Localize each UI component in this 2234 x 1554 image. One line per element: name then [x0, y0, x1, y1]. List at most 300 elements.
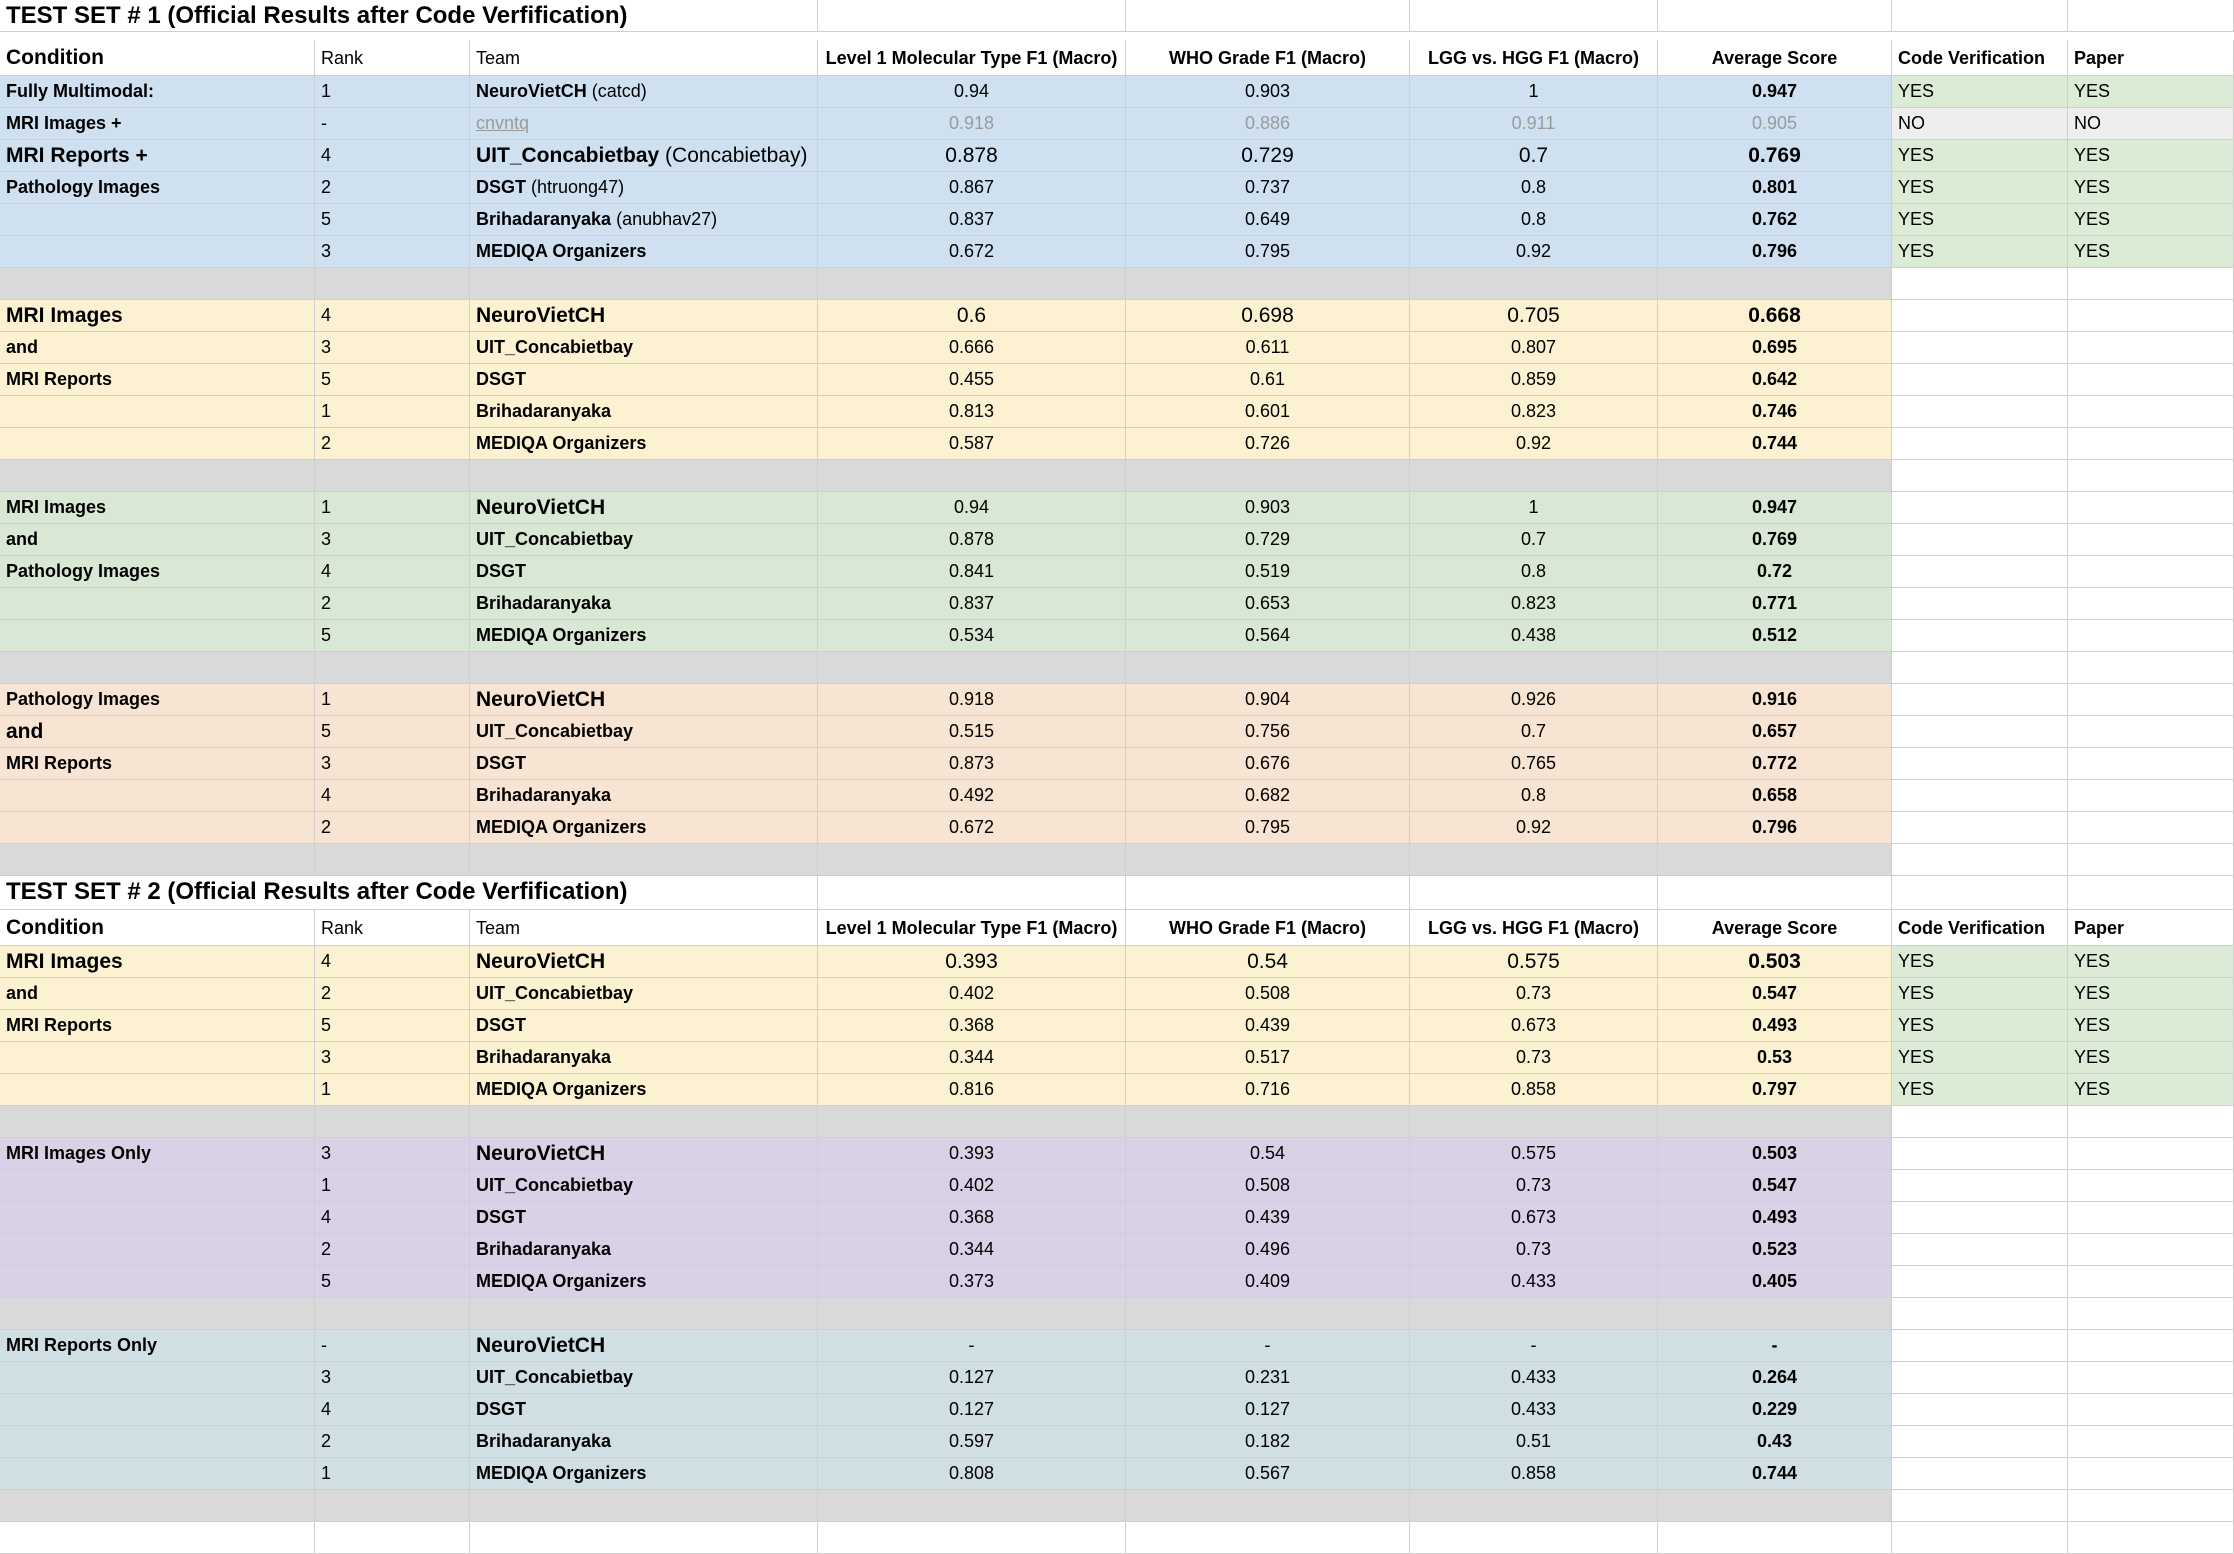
who-grade-cell[interactable]: 0.795 [1126, 812, 1410, 844]
paper-cell[interactable]: YES [2068, 1042, 2234, 1074]
condition-cell[interactable] [0, 1266, 315, 1298]
paper-cell[interactable] [2068, 716, 2234, 748]
average-score-cell[interactable]: 0.658 [1658, 780, 1892, 812]
team-cell[interactable] [470, 524, 818, 556]
lgg-hgg-cell[interactable]: 0.765 [1410, 748, 1658, 780]
level1-cell[interactable]: 0.666 [818, 332, 1126, 364]
empty-cell[interactable] [2068, 844, 2234, 876]
empty-cell[interactable] [1658, 1490, 1892, 1522]
paper-cell[interactable]: YES [2068, 1074, 2234, 1106]
empty-cell[interactable] [2068, 0, 2234, 32]
empty-cell[interactable] [1892, 844, 2068, 876]
condition-cell[interactable] [0, 1362, 315, 1394]
who-grade-cell[interactable]: 0.439 [1126, 1010, 1410, 1042]
empty-cell[interactable] [818, 268, 1126, 300]
average-score-cell[interactable]: 0.642 [1658, 364, 1892, 396]
rank-cell[interactable]: 3 [315, 524, 470, 556]
empty-cell[interactable] [1126, 0, 1410, 32]
average-score-cell[interactable]: 0.746 [1658, 396, 1892, 428]
code-verification-cell[interactable] [1892, 1170, 2068, 1202]
paper-cell[interactable]: YES [2068, 236, 2234, 268]
team-cell[interactable] [470, 588, 818, 620]
team-cell[interactable] [470, 332, 818, 364]
team-cell[interactable] [470, 1266, 818, 1298]
empty-cell[interactable] [1658, 844, 1892, 876]
paper-cell[interactable] [2068, 396, 2234, 428]
empty-cell[interactable] [818, 874, 1126, 910]
level1-cell[interactable]: 0.841 [818, 556, 1126, 588]
who-grade-cell[interactable]: 0.726 [1126, 428, 1410, 460]
lgg-hgg-cell[interactable]: 0.7 [1410, 140, 1658, 172]
who-grade-cell[interactable]: 0.904 [1126, 684, 1410, 716]
empty-cell[interactable] [0, 460, 315, 492]
header-who[interactable]: WHO Grade F1 (Macro) [1126, 40, 1410, 76]
code-verification-cell[interactable] [1892, 524, 2068, 556]
level1-cell[interactable]: 0.534 [818, 620, 1126, 652]
condition-cell[interactable] [0, 620, 315, 652]
paper-cell[interactable]: YES [2068, 76, 2234, 108]
empty-cell[interactable] [2068, 268, 2234, 300]
lgg-hgg-cell[interactable]: 0.73 [1410, 1042, 1658, 1074]
who-grade-cell[interactable]: 0.601 [1126, 396, 1410, 428]
condition-cell[interactable] [0, 1042, 315, 1074]
rank-cell[interactable]: 1 [315, 1458, 470, 1490]
who-grade-cell[interactable]: 0.886 [1126, 108, 1410, 140]
header-code-verification[interactable]: Code Verification [1892, 910, 2068, 946]
level1-cell[interactable]: 0.867 [818, 172, 1126, 204]
rank-cell[interactable]: 4 [315, 1202, 470, 1234]
who-grade-cell[interactable]: 0.653 [1126, 588, 1410, 620]
paper-cell[interactable]: YES [2068, 172, 2234, 204]
lgg-hgg-cell[interactable]: 0.433 [1410, 1362, 1658, 1394]
rank-cell[interactable]: 5 [315, 204, 470, 236]
lgg-hgg-cell[interactable]: 0.51 [1410, 1426, 1658, 1458]
empty-cell[interactable] [1892, 652, 2068, 684]
level1-cell[interactable]: 0.492 [818, 780, 1126, 812]
paper-cell[interactable] [2068, 1138, 2234, 1170]
team-cell[interactable] [470, 204, 818, 236]
condition-cell[interactable] [0, 236, 315, 268]
team-cell[interactable] [470, 108, 818, 140]
code-verification-cell[interactable]: YES [1892, 172, 2068, 204]
average-score-cell[interactable]: 0.769 [1658, 140, 1892, 172]
header-condition[interactable]: Condition [0, 40, 315, 76]
lgg-hgg-cell[interactable]: - [1410, 1330, 1658, 1362]
empty-cell[interactable] [0, 268, 315, 300]
code-verification-cell[interactable]: YES [1892, 1074, 2068, 1106]
who-grade-cell[interactable]: 0.127 [1126, 1394, 1410, 1426]
condition-cell[interactable]: and [0, 716, 315, 748]
condition-cell[interactable] [0, 1202, 315, 1234]
level1-cell[interactable]: 0.515 [818, 716, 1126, 748]
empty-cell[interactable] [1658, 874, 1892, 910]
lgg-hgg-cell[interactable]: 0.673 [1410, 1202, 1658, 1234]
paper-cell[interactable] [2068, 1362, 2234, 1394]
team-cell[interactable] [470, 396, 818, 428]
condition-cell[interactable] [0, 1426, 315, 1458]
lgg-hgg-cell[interactable]: 0.7 [1410, 524, 1658, 556]
empty-cell[interactable] [315, 460, 470, 492]
average-score-cell[interactable]: 0.668 [1658, 300, 1892, 332]
paper-cell[interactable] [2068, 1170, 2234, 1202]
paper-cell[interactable] [2068, 332, 2234, 364]
empty-cell[interactable] [315, 1106, 470, 1138]
code-verification-cell[interactable]: YES [1892, 76, 2068, 108]
code-verification-cell[interactable] [1892, 1458, 2068, 1490]
who-grade-cell[interactable]: 0.564 [1126, 620, 1410, 652]
level1-cell[interactable]: 0.837 [818, 588, 1126, 620]
code-verification-cell[interactable]: YES [1892, 140, 2068, 172]
level1-cell[interactable]: 0.873 [818, 748, 1126, 780]
empty-cell[interactable] [818, 1298, 1126, 1330]
empty-cell[interactable] [1126, 1490, 1410, 1522]
rank-cell[interactable]: 5 [315, 716, 470, 748]
level1-cell[interactable]: - [818, 1330, 1126, 1362]
empty-cell[interactable] [1410, 1522, 1658, 1554]
rank-cell[interactable]: 4 [315, 946, 470, 978]
team-cell[interactable] [470, 978, 818, 1010]
who-grade-cell[interactable]: 0.676 [1126, 748, 1410, 780]
team-cell[interactable] [470, 716, 818, 748]
average-score-cell[interactable]: 0.512 [1658, 620, 1892, 652]
paper-cell[interactable] [2068, 1426, 2234, 1458]
who-grade-cell[interactable]: 0.519 [1126, 556, 1410, 588]
level1-cell[interactable]: 0.393 [818, 1138, 1126, 1170]
average-score-cell[interactable]: 0.547 [1658, 1170, 1892, 1202]
team-cell[interactable] [470, 1138, 818, 1170]
level1-cell[interactable]: 0.368 [818, 1010, 1126, 1042]
code-verification-cell[interactable] [1892, 620, 2068, 652]
level1-cell[interactable]: 0.672 [818, 812, 1126, 844]
code-verification-cell[interactable]: NO [1892, 108, 2068, 140]
team-cell[interactable] [470, 236, 818, 268]
average-score-cell[interactable]: 0.229 [1658, 1394, 1892, 1426]
rank-cell[interactable]: 5 [315, 364, 470, 396]
empty-cell[interactable] [315, 1298, 470, 1330]
paper-cell[interactable]: YES [2068, 204, 2234, 236]
condition-cell[interactable] [0, 1458, 315, 1490]
code-verification-cell[interactable] [1892, 748, 2068, 780]
level1-cell[interactable]: 0.393 [818, 946, 1126, 978]
average-score-cell[interactable]: - [1658, 1330, 1892, 1362]
empty-cell[interactable] [1126, 844, 1410, 876]
team-cell[interactable] [470, 76, 818, 108]
team-cell[interactable] [470, 364, 818, 396]
paper-cell[interactable] [2068, 1458, 2234, 1490]
code-verification-cell[interactable]: YES [1892, 946, 2068, 978]
code-verification-cell[interactable] [1892, 332, 2068, 364]
condition-cell[interactable] [0, 1234, 315, 1266]
paper-cell[interactable]: NO [2068, 108, 2234, 140]
lgg-hgg-cell[interactable]: 0.73 [1410, 1170, 1658, 1202]
empty-cell[interactable] [818, 1522, 1126, 1554]
team-cell[interactable] [470, 620, 818, 652]
condition-cell[interactable]: and [0, 524, 315, 556]
average-score-cell[interactable]: 0.695 [1658, 332, 1892, 364]
empty-cell[interactable] [470, 844, 818, 876]
lgg-hgg-cell[interactable]: 0.92 [1410, 236, 1658, 268]
team-cell[interactable] [470, 1010, 818, 1042]
code-verification-cell[interactable] [1892, 588, 2068, 620]
who-grade-cell[interactable]: - [1126, 1330, 1410, 1362]
empty-cell[interactable] [1126, 1522, 1410, 1554]
empty-cell[interactable] [1892, 460, 2068, 492]
level1-cell[interactable]: 0.373 [818, 1266, 1126, 1298]
average-score-cell[interactable]: 0.657 [1658, 716, 1892, 748]
team-cell[interactable] [470, 1426, 818, 1458]
empty-cell[interactable] [1892, 268, 2068, 300]
who-grade-cell[interactable]: 0.508 [1126, 1170, 1410, 1202]
paper-cell[interactable]: YES [2068, 946, 2234, 978]
header-paper[interactable]: Paper [2068, 40, 2234, 76]
empty-cell[interactable] [315, 652, 470, 684]
level1-cell[interactable]: 0.344 [818, 1042, 1126, 1074]
empty-cell[interactable] [1126, 652, 1410, 684]
who-grade-cell[interactable]: 0.698 [1126, 300, 1410, 332]
team-cell[interactable] [470, 1234, 818, 1266]
condition-cell[interactable]: and [0, 978, 315, 1010]
code-verification-cell[interactable] [1892, 556, 2068, 588]
average-score-cell[interactable]: 0.503 [1658, 946, 1892, 978]
who-grade-cell[interactable]: 0.649 [1126, 204, 1410, 236]
code-verification-cell[interactable] [1892, 1138, 2068, 1170]
lgg-hgg-cell[interactable]: 0.92 [1410, 812, 1658, 844]
lgg-hgg-cell[interactable]: 0.8 [1410, 780, 1658, 812]
level1-cell[interactable]: 0.402 [818, 1170, 1126, 1202]
code-verification-cell[interactable] [1892, 684, 2068, 716]
empty-cell[interactable] [1410, 1106, 1658, 1138]
level1-cell[interactable]: 0.127 [818, 1394, 1126, 1426]
team-cell[interactable] [470, 1170, 818, 1202]
condition-cell[interactable]: MRI Images [0, 300, 315, 332]
who-grade-cell[interactable]: 0.729 [1126, 524, 1410, 556]
average-score-cell[interactable]: 0.53 [1658, 1042, 1892, 1074]
level1-cell[interactable]: 0.6 [818, 300, 1126, 332]
condition-cell[interactable]: MRI Reports Only [0, 1330, 315, 1362]
rank-cell[interactable]: 3 [315, 1138, 470, 1170]
empty-cell[interactable] [818, 1106, 1126, 1138]
rank-cell[interactable]: 5 [315, 620, 470, 652]
condition-cell[interactable] [0, 396, 315, 428]
empty-cell[interactable] [315, 1490, 470, 1522]
header-code-verification[interactable]: Code Verification [1892, 40, 2068, 76]
rank-cell[interactable]: 3 [315, 748, 470, 780]
paper-cell[interactable] [2068, 684, 2234, 716]
paper-cell[interactable] [2068, 428, 2234, 460]
rank-cell[interactable]: 1 [315, 396, 470, 428]
average-score-cell[interactable]: 0.547 [1658, 978, 1892, 1010]
condition-cell[interactable]: MRI Images [0, 492, 315, 524]
lgg-hgg-cell[interactable]: 0.911 [1410, 108, 1658, 140]
who-grade-cell[interactable]: 0.729 [1126, 140, 1410, 172]
team-cell[interactable] [470, 300, 818, 332]
lgg-hgg-cell[interactable]: 0.73 [1410, 1234, 1658, 1266]
who-grade-cell[interactable]: 0.567 [1126, 1458, 1410, 1490]
code-verification-cell[interactable] [1892, 812, 2068, 844]
rank-cell[interactable]: 1 [315, 684, 470, 716]
paper-cell[interactable] [2068, 620, 2234, 652]
header-avg[interactable]: Average Score [1658, 910, 1892, 946]
condition-cell[interactable]: MRI Reports + [0, 140, 315, 172]
average-score-cell[interactable]: 0.744 [1658, 428, 1892, 460]
condition-cell[interactable]: MRI Images + [0, 108, 315, 140]
empty-cell[interactable] [1658, 652, 1892, 684]
rank-cell[interactable]: 2 [315, 1234, 470, 1266]
paper-cell[interactable] [2068, 1234, 2234, 1266]
empty-cell[interactable] [818, 844, 1126, 876]
lgg-hgg-cell[interactable]: 0.575 [1410, 946, 1658, 978]
lgg-hgg-cell[interactable]: 0.7 [1410, 716, 1658, 748]
rank-cell[interactable]: 5 [315, 1266, 470, 1298]
header-rank[interactable]: Rank [315, 910, 470, 946]
code-verification-cell[interactable] [1892, 1394, 2068, 1426]
empty-cell[interactable] [470, 1106, 818, 1138]
header-paper[interactable]: Paper [2068, 910, 2234, 946]
team-cell[interactable] [470, 1458, 818, 1490]
team-cell[interactable] [470, 556, 818, 588]
empty-cell[interactable] [2068, 1106, 2234, 1138]
paper-cell[interactable]: YES [2068, 1010, 2234, 1042]
empty-cell[interactable] [1658, 1298, 1892, 1330]
average-score-cell[interactable]: 0.493 [1658, 1010, 1892, 1042]
average-score-cell[interactable]: 0.405 [1658, 1266, 1892, 1298]
paper-cell[interactable] [2068, 556, 2234, 588]
team-cell[interactable] [470, 172, 818, 204]
header-rank[interactable]: Rank [315, 40, 470, 76]
empty-cell[interactable] [315, 844, 470, 876]
average-score-cell[interactable]: 0.769 [1658, 524, 1892, 556]
lgg-hgg-cell[interactable]: 0.73 [1410, 978, 1658, 1010]
level1-cell[interactable]: 0.402 [818, 978, 1126, 1010]
empty-cell[interactable] [818, 652, 1126, 684]
code-verification-cell[interactable]: YES [1892, 204, 2068, 236]
who-grade-cell[interactable]: 0.737 [1126, 172, 1410, 204]
level1-cell[interactable]: 0.918 [818, 684, 1126, 716]
empty-cell[interactable] [2068, 1490, 2234, 1522]
who-grade-cell[interactable]: 0.496 [1126, 1234, 1410, 1266]
paper-cell[interactable]: YES [2068, 140, 2234, 172]
average-score-cell[interactable]: 0.744 [1658, 1458, 1892, 1490]
average-score-cell[interactable]: 0.797 [1658, 1074, 1892, 1106]
empty-cell[interactable] [470, 460, 818, 492]
level1-cell[interactable]: 0.813 [818, 396, 1126, 428]
rank-cell[interactable]: 2 [315, 812, 470, 844]
rank-cell[interactable]: - [315, 1330, 470, 1362]
average-score-cell[interactable]: 0.771 [1658, 588, 1892, 620]
team-name[interactable]: cnvntq [476, 113, 530, 133]
who-grade-cell[interactable]: 0.182 [1126, 1426, 1410, 1458]
empty-cell[interactable] [1892, 874, 2068, 910]
who-grade-cell[interactable]: 0.903 [1126, 76, 1410, 108]
condition-cell[interactable]: Fully Multimodal: [0, 76, 315, 108]
condition-cell[interactable]: MRI Reports [0, 748, 315, 780]
who-grade-cell[interactable]: 0.517 [1126, 1042, 1410, 1074]
average-score-cell[interactable]: 0.796 [1658, 812, 1892, 844]
lgg-hgg-cell[interactable]: 0.859 [1410, 364, 1658, 396]
empty-cell[interactable] [1658, 1106, 1892, 1138]
who-grade-cell[interactable]: 0.439 [1126, 1202, 1410, 1234]
level1-cell[interactable]: 0.837 [818, 204, 1126, 236]
level1-cell[interactable]: 0.587 [818, 428, 1126, 460]
lgg-hgg-cell[interactable]: 0.8 [1410, 556, 1658, 588]
paper-cell[interactable]: YES [2068, 978, 2234, 1010]
paper-cell[interactable] [2068, 1202, 2234, 1234]
who-grade-cell[interactable]: 0.61 [1126, 364, 1410, 396]
average-score-cell[interactable]: 0.947 [1658, 492, 1892, 524]
empty-cell[interactable] [1126, 874, 1410, 910]
empty-cell[interactable] [1410, 874, 1658, 910]
who-grade-cell[interactable]: 0.409 [1126, 1266, 1410, 1298]
empty-cell[interactable] [470, 1490, 818, 1522]
who-grade-cell[interactable]: 0.231 [1126, 1362, 1410, 1394]
empty-cell[interactable] [1892, 1490, 2068, 1522]
team-cell[interactable] [470, 1362, 818, 1394]
team-cell[interactable] [470, 748, 818, 780]
empty-cell[interactable] [1892, 1298, 2068, 1330]
rank-cell[interactable]: - [315, 108, 470, 140]
rank-cell[interactable]: 2 [315, 1426, 470, 1458]
rank-cell[interactable]: 1 [315, 76, 470, 108]
lgg-hgg-cell[interactable]: 0.926 [1410, 684, 1658, 716]
empty-cell[interactable] [470, 1298, 818, 1330]
set2-title[interactable]: TEST SET # 2 (Official Results after Code Verfification) [0, 874, 818, 910]
average-score-cell[interactable]: 0.762 [1658, 204, 1892, 236]
empty-cell[interactable] [818, 460, 1126, 492]
condition-cell[interactable] [0, 1394, 315, 1426]
rank-cell[interactable]: 2 [315, 588, 470, 620]
empty-cell[interactable] [1892, 1522, 2068, 1554]
empty-cell[interactable] [0, 1298, 315, 1330]
rank-cell[interactable]: 1 [315, 1074, 470, 1106]
header-lgg[interactable]: LGG vs. HGG F1 (Macro) [1410, 40, 1658, 76]
rank-cell[interactable]: 3 [315, 1362, 470, 1394]
paper-cell[interactable] [2068, 1266, 2234, 1298]
average-score-cell[interactable]: 0.493 [1658, 1202, 1892, 1234]
empty-cell[interactable] [1410, 268, 1658, 300]
code-verification-cell[interactable] [1892, 396, 2068, 428]
empty-cell[interactable] [818, 1490, 1126, 1522]
average-score-cell[interactable]: 0.264 [1658, 1362, 1892, 1394]
empty-cell[interactable] [1410, 460, 1658, 492]
average-score-cell[interactable]: 0.523 [1658, 1234, 1892, 1266]
code-verification-cell[interactable] [1892, 300, 2068, 332]
empty-cell[interactable] [0, 1490, 315, 1522]
team-cell[interactable] [470, 1394, 818, 1426]
empty-cell[interactable] [0, 844, 315, 876]
paper-cell[interactable] [2068, 1394, 2234, 1426]
empty-cell[interactable] [1410, 844, 1658, 876]
empty-cell[interactable] [1658, 0, 1892, 32]
who-grade-cell[interactable]: 0.795 [1126, 236, 1410, 268]
condition-cell[interactable]: MRI Images Only [0, 1138, 315, 1170]
code-verification-cell[interactable] [1892, 1362, 2068, 1394]
paper-cell[interactable] [2068, 780, 2234, 812]
condition-cell[interactable] [0, 812, 315, 844]
header-team[interactable]: Team [470, 40, 818, 76]
lgg-hgg-cell[interactable]: 0.92 [1410, 428, 1658, 460]
header-level1[interactable]: Level 1 Molecular Type F1 (Macro) [818, 910, 1126, 946]
empty-cell[interactable] [1892, 1106, 2068, 1138]
empty-cell[interactable] [1658, 268, 1892, 300]
condition-cell[interactable]: Pathology Images [0, 172, 315, 204]
rank-cell[interactable]: 4 [315, 556, 470, 588]
empty-cell[interactable] [1410, 0, 1658, 32]
average-score-cell[interactable]: 0.43 [1658, 1426, 1892, 1458]
header-avg[interactable]: Average Score [1658, 40, 1892, 76]
empty-cell[interactable] [1410, 652, 1658, 684]
code-verification-cell[interactable] [1892, 716, 2068, 748]
paper-cell[interactable] [2068, 524, 2234, 556]
